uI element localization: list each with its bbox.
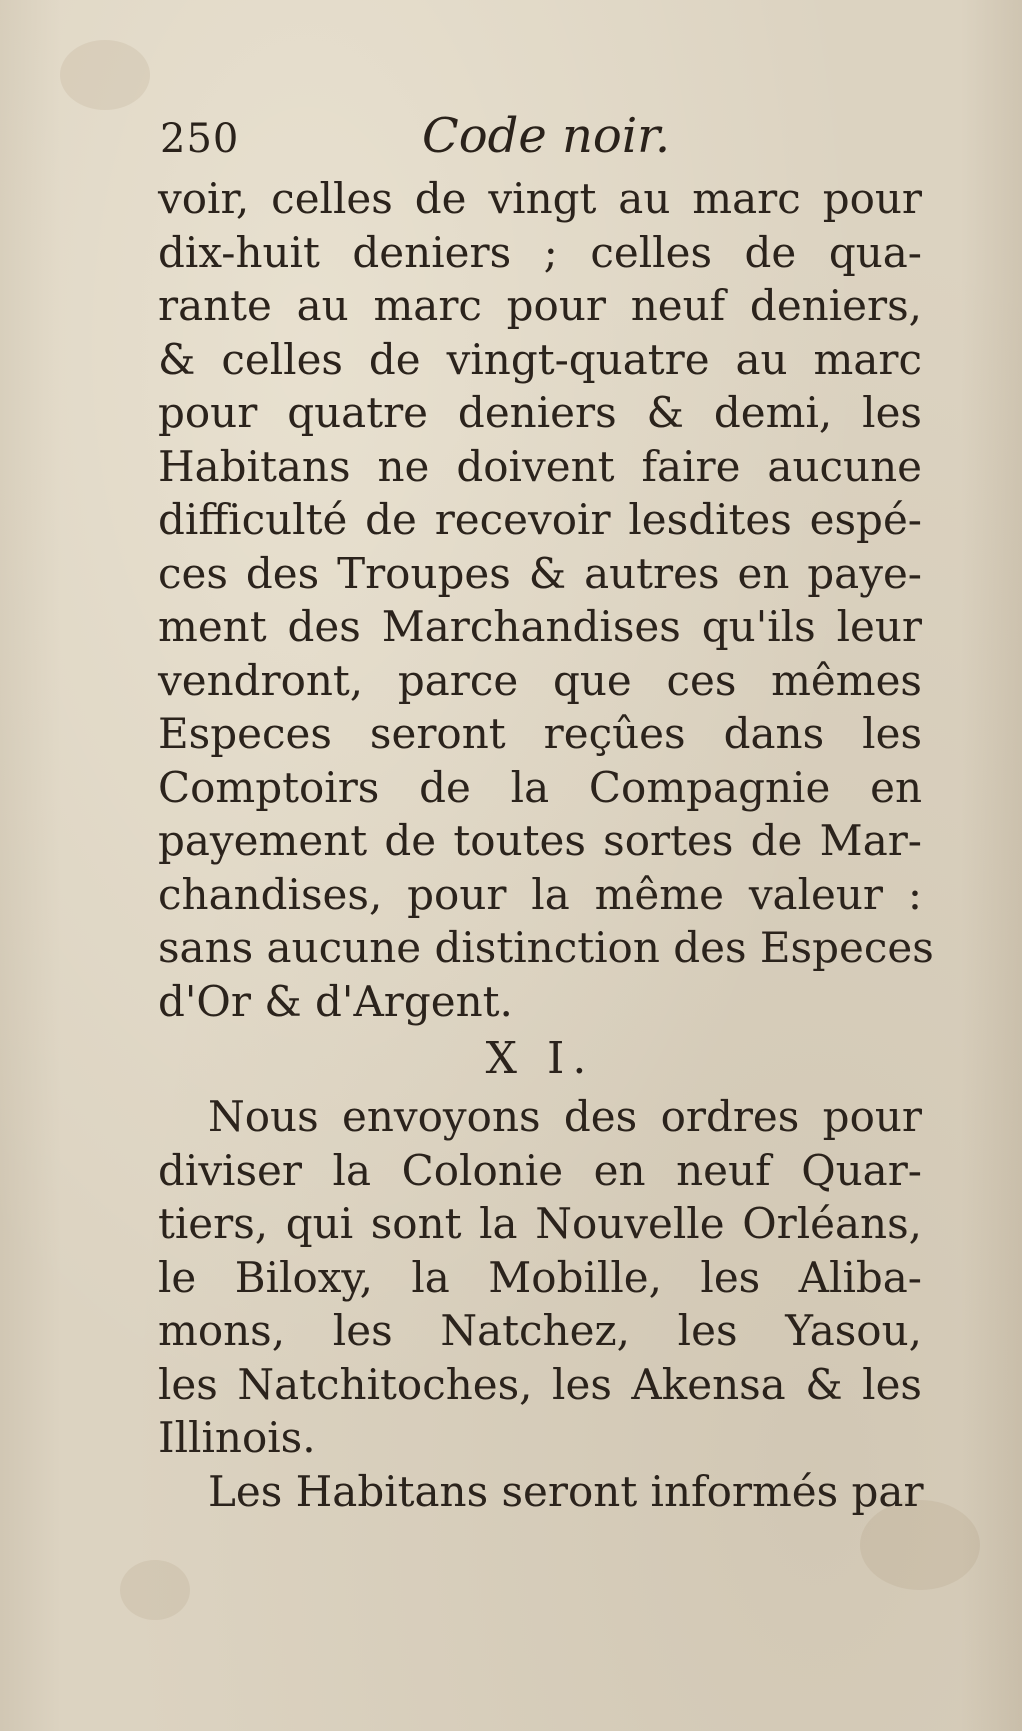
page-body — [158, 172, 934, 1518]
text-line: mons, les Natchez, les Yasou, — [158, 1306, 922, 1355]
paragraph — [158, 172, 934, 1028]
text-line: pour quatre deniers & demi, les — [158, 388, 922, 437]
text-line: rante au marc pour neuf deniers, — [158, 281, 922, 330]
text-line: diviser la Colonie en neuf Quar- — [158, 1145, 922, 1195]
text-line: Comptoirs de la Compagnie en — [158, 762, 922, 812]
text-line: Habitans ne doivent faire aucune — [158, 441, 922, 491]
text-line: vendront, parce que ces mêmes — [158, 655, 922, 705]
text-line: Les Habitans seront informés par — [208, 1466, 924, 1516]
running-head: Code noir. — [422, 108, 671, 164]
page-header — [160, 108, 920, 168]
text-line: voir, celles de vingt au marc pour — [158, 174, 922, 223]
text-line: chandises, pour la même valeur : — [158, 869, 922, 919]
paragraph — [158, 1090, 922, 1465]
text-line: ces des Troupes & autres en paye- — [158, 548, 922, 598]
text-line: Illinois. — [158, 1413, 316, 1462]
text-line: tiers, qui sont la Nouvelle Orléans, — [158, 1199, 922, 1248]
text-line: payement de toutes sortes de Mar- — [158, 816, 922, 865]
text-line: dix-huit deniers ; celles de qua- — [158, 227, 922, 277]
text-line: d'Or & d'Argent. — [158, 976, 513, 1026]
paper-stain — [120, 1560, 190, 1620]
paragraph — [158, 1465, 922, 1519]
text-line: les Natchitoches, les Akensa & les — [158, 1359, 922, 1409]
text-line: sans aucune distinction des Especes — [158, 923, 934, 972]
text-line: ment des Marchandises qu'ils leur — [158, 602, 922, 651]
section-heading: X I. — [485, 1033, 595, 1084]
text-line: Nous envoyons des ordres pour — [208, 1092, 922, 1141]
page-number: 250 — [160, 116, 240, 162]
paper-stain — [60, 40, 150, 110]
text-line: Especes seront reçûes dans les — [158, 709, 922, 758]
text-line: difficulté de recevoir lesdites espé- — [158, 495, 922, 544]
text-line: le Biloxy, la Mobille, les Aliba- — [158, 1252, 922, 1302]
text-line: & celles de vingt-quatre au marc — [158, 334, 922, 384]
